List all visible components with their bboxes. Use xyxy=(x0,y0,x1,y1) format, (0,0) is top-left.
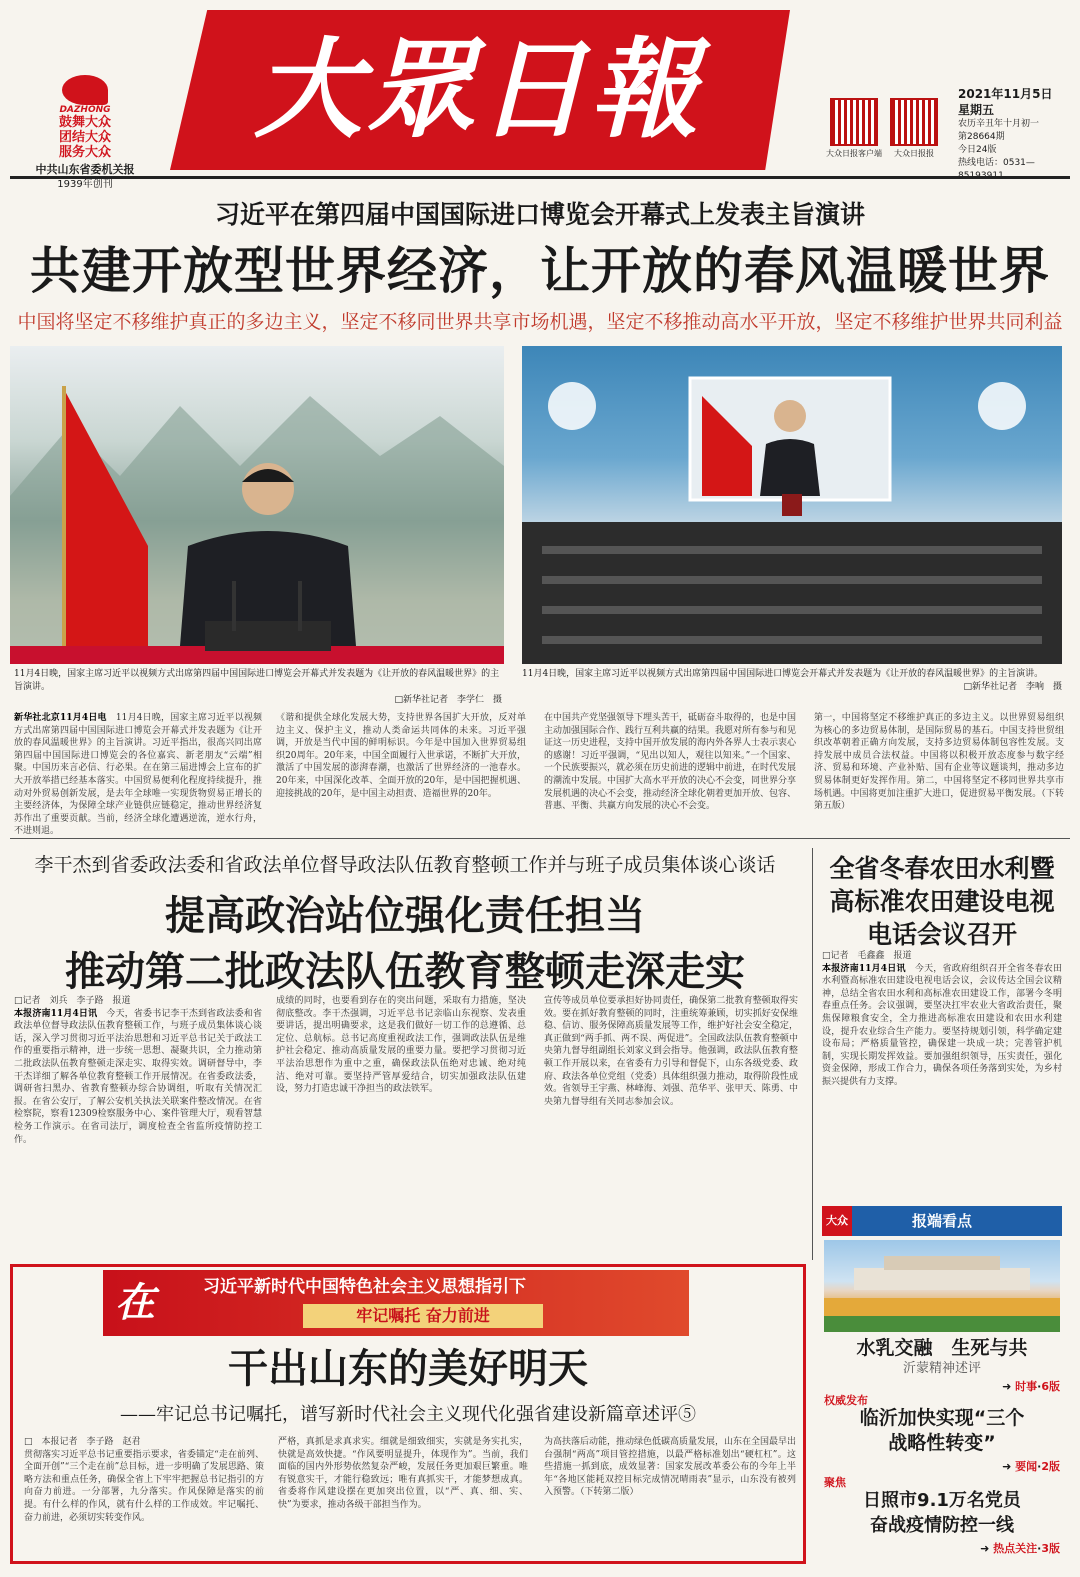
byline: □记者 刘兵 李子路 报道 xyxy=(14,996,131,1006)
lead-photo-right[interactable] xyxy=(522,346,1062,664)
publisher: 中共山东省委机关报 xyxy=(35,163,135,176)
issue-date: 2021年11月5日 xyxy=(958,87,1053,101)
lunar-date: 农历辛丑年十月初一 xyxy=(958,119,1040,129)
qr-label: 大众日报报 xyxy=(894,149,934,158)
photo-illustration xyxy=(824,1240,1060,1332)
lead-kicker: 习近平在第四届中国国际进口博览会开幕式上发表主旨演讲 xyxy=(214,200,865,229)
logo-text: DAZHONG xyxy=(59,105,111,115)
body-text: 第一，中国将坚定不移维护真正的多边主义。以世界贸易组织为核心的多边贸易体制，是国际贸易的基石。中国支持世贸组织改革朝着正确方向发展，支持多边贸易体制包容性发展。支持发展中成员合法权益。中国将以积极开放态度参与数字经济、贸易和环境、产业补贴、国有企业等议题谈判，推动多边贸易体制更好发挥作用。第二，中国将坚定不移同世界共享市场机遇。中国将更加注重扩大进口，促进贸易平衡发展。（下转第五版） xyxy=(814,713,1064,812)
highlights-photo[interactable] xyxy=(824,1240,1060,1332)
photo-illustration xyxy=(10,346,504,664)
politics-kicker: 李干杰到省委政法委和省政法单位督导政法队伍教育整顿工作并与班子成员集体谈心谈话 xyxy=(34,854,776,876)
ref-section: 时事 xyxy=(1015,1380,1038,1393)
ref-section: 热点关注 xyxy=(993,1542,1038,1555)
highlight-page-ref[interactable]: ➜ 热点关注·3版 xyxy=(980,1542,1060,1555)
special-banner xyxy=(103,1270,689,1336)
politics-body-col xyxy=(14,995,262,1257)
masthead xyxy=(10,10,1070,190)
caption-text: 11月4日晚，国家主席习近平以视频方式出席第四届中国国际进口博览会开幕式并发表题为《让开放的春风温暖世界》的主旨演讲。 xyxy=(522,669,1044,679)
special-body-col xyxy=(24,1436,264,1558)
body-text: 贯彻落实习近平总书记重要指示要求，省委锚定“走在前列、全面开创”“三个走在前”总目标，进一步明确了发展思路、策略方法和重点任务，确保全省上下牢牢把握总书记指引的方向奋力前进。一分部署，九分落实。作风保障是落实的前提。有什么样的作风，就有什么样的工作成效。牢记嘱托、奋力前进，必须切实转变作风。 xyxy=(24,1449,264,1523)
lead-body-col xyxy=(814,712,1064,820)
body-text: 为高扶落后动能，推动绿色低碳高质量发展，山东在全国最早出台强制“两高”项目管控措施，以最严格标准划出“硬杠杠”。这些措施一抓到底，成效显著：国家发展改革委公布的今年上半年“各地区能耗双控目标完成情况晴雨表”显示，山东没有被列入预警。（下转第二版） xyxy=(544,1437,797,1498)
banner-char: 在 xyxy=(115,1279,155,1326)
slogan: 团结大众 xyxy=(58,130,111,145)
politics-headline-1[interactable]: 提高政治站位强化责任担当 xyxy=(165,893,645,939)
photo-caption-right xyxy=(522,668,1062,694)
highlight-page-ref[interactable]: ➜ 要闻·2版 xyxy=(1002,1460,1060,1473)
ref-page: 3版 xyxy=(1041,1542,1060,1555)
masthead-rule xyxy=(10,176,1070,179)
highlight-tag: 权威发布 xyxy=(824,1394,868,1407)
newspaper-title: 大眾日報 xyxy=(253,27,702,153)
byline: □记者 毛鑫鑫 报道 xyxy=(822,951,912,961)
politics-headline-2[interactable]: 推动第二批政法队伍教育整顿走深走实 xyxy=(65,949,745,995)
politics-body-col xyxy=(544,995,798,1257)
lead-body-col xyxy=(544,712,796,820)
ref-page: 2版 xyxy=(1041,1460,1060,1473)
highlight-page-ref[interactable]: ➜ 时事·6版 xyxy=(1002,1380,1060,1393)
lead-photo-left[interactable] xyxy=(10,346,504,664)
special-body-col xyxy=(278,1436,528,1558)
body-text: 今天，省政府组织召开全省冬春农田水利暨高标准农田建设电视电话会议，会议传达全国会议精神，总结全省农田水利和高标准农田建设工作，部署今冬明春重点任务。会议强调，要坚决扛牢农业大省政治责任，聚焦保障粮食安全，全力推进高标准农田建设和农田水利建设，提升农业综合生产能力。要坚持规划引领，科学确定建设布局；严格质量管控，确保建一块成一块；完善管护机制，实现长期发挥效益。要加强组织领导，压实责任，强化资金保障，形成工作合力，确保各项任务落到实处，为乡村振兴提供有力支撑。 xyxy=(822,963,1062,1087)
lead-body-col xyxy=(14,712,262,837)
column-divider xyxy=(812,848,813,1260)
banner-line-2: 牢记嘱托 奋力前进 xyxy=(303,1304,543,1328)
special-subhead: ——牢记总书记嘱托，谱写新时代社会主义现代化强省建设新篇章述评⑤ xyxy=(120,1404,696,1425)
body-text: 严格，真抓是求真求实。细就是细致细实，实就是务实扎实，快就是高效快捷。“作风要明显提升，体现作为”。当前，我们面临的国内外形势依然复杂严峻，发展任务更加艰巨繁重。唯有锐意实干，才能行稳致远；唯有真抓实干，才能梦想成真。省委将作风建设摆在更加突出位置，以“严、真、细、实、快”为要求，推动各级干部担当作为。 xyxy=(278,1437,528,1510)
founded-year: 1939年创刊 xyxy=(57,179,113,190)
highlights-logo: 大众 xyxy=(822,1206,852,1236)
body-text: 宣传等成员单位要承担好协同责任，确保第二批教育整顿取得实效。要在抓好教育整顿的同时，注重统筹兼顾，切实抓好安保维稳、信访、服务保障高质量发展等工作，维护好社会安全稳定，真正做到“两手抓、两不误、两促进”。全国政法队伍教育整顿中央第九督导组副组长刘家义到会指导。他强调，政法队伍教育整顿工作开展以来，在省委有力引导和督促下，山东各级党委、政府、政法各单位党组（党委）具体组织强力推动，取得阶段性成效。省领导王宇燕、林峰海、刘强、范华平、张甲天、陈勇、中央第九督导组有关同志参加会议。 xyxy=(544,996,798,1107)
lead-subhead: 中国将坚定不移维护真正的多边主义，坚定不移同世界共享市场机遇，坚定不移推动高水平开放，坚定不移维护世界共同利益 xyxy=(17,311,1063,333)
masthead-left xyxy=(10,75,160,191)
lead-headline[interactable]: 共建开放型世界经济，让开放的春风温暖世界 xyxy=(30,242,1050,300)
slogan: 服务大众 xyxy=(58,145,111,160)
highlight-tag: 聚焦 xyxy=(824,1476,846,1489)
highlight-headline[interactable]: 临沂加快实现“三个战略性转变” xyxy=(859,1407,1025,1454)
qr-label: 大众日报客户端 xyxy=(826,149,882,158)
issue-number: 第28664期 xyxy=(958,132,1005,142)
qr-code-icon[interactable] xyxy=(830,98,878,146)
photo-credit: □新华社记者 李学仁 摄 xyxy=(394,695,502,705)
qr-code-icon[interactable] xyxy=(890,98,938,146)
byline: □ 本报记者 李子路 赵君 xyxy=(24,1437,141,1447)
highlight-sub: 沂蒙精神述评 xyxy=(902,1361,981,1376)
banner-line-1: 习近平新时代中国特色社会主义思想指引下 xyxy=(203,1277,526,1297)
hotline: 热线电话：0531— xyxy=(958,158,1035,168)
highlights-header: 报端看点 xyxy=(822,1206,1062,1236)
side-body xyxy=(822,950,1062,1190)
lead-body-col xyxy=(276,712,526,820)
body-text: 今天，省委书记李干杰到省政法委和省政法单位督导政法队伍教育整顿工作，与班子成员集体谈心谈话，深入学习贯彻习近平法治思想和习近平总书记关于政法工作的重要指示精神，进一步统一思想、凝聚共识，全力推动第二批政法队伍教育整顿走深走实、取得实效。调研督导中，李干杰详细了解各单位教育整顿工作开展情况。在省委政法委，调研省扫黑办、省教育整顿办综合协调组，听取有关情况汇报。在省公安厅，了解公安机关执法关联案件整改情况。在省检察院，察看12309检察服务中心、案件管理大厅，观看智慧检务工作演示。在省司法厅，调度检查全省监所疫情防控工作。 xyxy=(14,1008,262,1145)
special-headline[interactable]: 干出山东的美好明天 xyxy=(228,1346,588,1392)
dateline: 本报济南11月4日讯 xyxy=(822,963,906,974)
slogan: 鼓舞大众 xyxy=(58,115,111,130)
section-divider xyxy=(10,838,1070,839)
ref-page: 6版 xyxy=(1041,1380,1060,1393)
dateline: 本报济南11月4日讯 xyxy=(14,1008,98,1019)
dazhong-logo-icon xyxy=(62,75,108,105)
photo-credit: □新华社记者 李响 摄 xyxy=(963,682,1062,692)
side-headline[interactable]: 全省冬春农田水利暨高标准农田建设电视电话会议召开 xyxy=(829,854,1055,949)
body-text: 11月4日晚，国家主席习近平以视频方式出席第四届中国国际进口博览会开幕式并发表题为《让开放的春风温暖世界》的主旨演讲。习近平指出，很高兴同出席第四届中国国际进口博览会的各位嘉宾、新老朋友“云端”相聚。中国历来言必信、行必果。在在第三届进博会上宣布的扩大开放举措已经基本落实。中国贸易便利化程度持续提升，推动对外贸易创新发展，是去年全球唯一实现货物贸易正增长的主要经济体，为保障全球产业链供应链稳定，推动世界经济复苏作出了重要贡献。当前，经济全球化遭遇逆流，逆水行舟，不进则退。 xyxy=(14,713,262,837)
ref-section: 要闻 xyxy=(1015,1460,1038,1473)
caption-text: 11月4日晚，国家主席习近平以视频方式出席第四届中国国际进口博览会开幕式并发表题为《让开放的春风温暖世界》的主旨演讲。 xyxy=(14,669,500,692)
politics-body-col xyxy=(276,995,526,1257)
body-text: 《谐和提供全球化发展大势，支持世界各国扩大开放，反对单边主义、保护主义，推动人类命运共同体的未来。习近平强调，开放是当代中国的鲜明标识。今年是中国加入世界贸易组织20周年。20年来，中国全面履行入世承诺，不断扩大开放，激活了中国发展的澎湃春潮，也激活了世界经济的一池春水。20年来，中国深化改革、全面开放的20年，是中国把握机遇、迎接挑战的20年，是中国主动担责、造福世界的20年。 xyxy=(276,713,526,799)
issue-info xyxy=(958,86,1070,183)
photo-caption-left xyxy=(14,668,502,707)
highlight-headline[interactable]: 水乳交融 生死与共 xyxy=(856,1337,1028,1359)
dateline: 新华社北京11月4日电 xyxy=(14,713,107,723)
highlight-headline[interactable]: 日照市9.1万名党员奋战疫情防控一线 xyxy=(863,1490,1021,1536)
body-text: 在中国共产党坚强领导下埋头苦干，砥砺奋斗取得的，也是中国主动加强国际合作、践行互利共赢的结果。我愿对所有参与和见证这一历史进程，支持中国开放发展的海内外各界人士表示衷心的感谢！习近平强调，“见出以知人，观往以知来。”一个国家、一个民族要振兴，就必须在历史前进的逻辑中前进，在时代发展的潮流中发展。中国扩大高水平开放的决心不会变，同世界分享发展机遇的决心不会变，推动经济全球化朝着更加开放、包容、普惠、平衡、共赢方向发展的决心不会变。 xyxy=(544,713,797,812)
issue-weekday: 星期五 xyxy=(958,103,995,117)
special-body-col xyxy=(544,1436,796,1558)
photo-illustration xyxy=(522,346,1062,664)
body-text: 成绩的同时，也要看到存在的突出问题，采取有力措施，坚决彻底整改。李干杰强调，习近平总书记亲临山东视察、发表重要讲话，提出明确要求，这是我们做好一切工作的总遵循、总定位、总航标。总书记高度重视政法工作，强调政法队伍是维护社会稳定、推动高质量发展的重要力量。要把学习贯彻习近平法治思想作为重中之重，确保政法队伍绝对忠诚、绝对纯洁、绝对可靠。要坚持严管厚爱结合，切实加强政法队伍建设，努力打造忠诚干净担当的政法铁军。 xyxy=(276,996,526,1095)
page-count: 今日24版 xyxy=(958,145,997,155)
